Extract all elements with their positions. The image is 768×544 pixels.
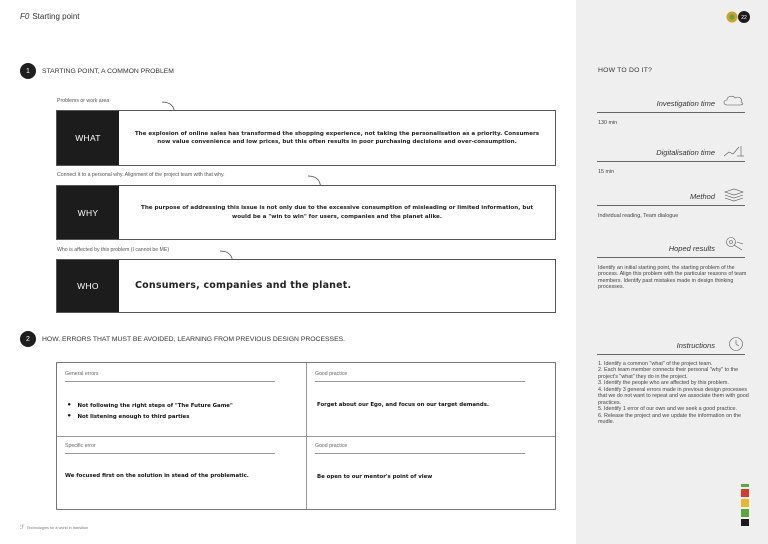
chart-icon (723, 144, 745, 158)
specific-error-text: We focused first on the solution in stead of the problematic. (65, 473, 249, 479)
sidebar-title: HOW TO DO IT? (598, 67, 653, 74)
digitalisation-title: Digitalisation time (656, 148, 715, 157)
what-caption: Problems or work area (57, 98, 110, 104)
grid-divider (57, 436, 555, 437)
investigation-item (597, 99, 745, 113)
item-underline (597, 161, 745, 162)
footer-logo-icon: ℱ (20, 525, 25, 531)
instruction-step: 2. Each team member connects their personal "why" to the project's "what" they do in the project. (598, 367, 739, 380)
page-number: 22 (741, 15, 747, 21)
what-row (56, 110, 556, 166)
target-icon (723, 236, 745, 252)
brand-logo (741, 484, 749, 526)
stack-icon (723, 188, 745, 202)
cell-underline (65, 453, 275, 454)
digitalisation-value: 15 min (598, 169, 615, 175)
item-underline (597, 354, 745, 355)
method-title: Method (689, 192, 715, 201)
instructions-item (597, 341, 745, 355)
what-text: The explosion of online sales has transformed the shopping experience, not taking the personalisation as a priority. Consumers now value convenience and low prices, but this often results in poor purchasing decisions and over-consumption. (134, 130, 540, 145)
who-caption: Who is affected by this problem (I cannot be ME) (57, 247, 170, 253)
good-practice-text: Be open to our mentor's point of view (317, 474, 433, 480)
footer-label: Technologies for a world in transition (26, 526, 89, 530)
general-errors-caption: General errors (65, 371, 99, 377)
instruction-step: 1. Identify a common "what" of the project team. (598, 361, 713, 367)
instruction-step: 4. Identify 3 general errors made in previous design processes that we do not want to repeat and we associate them with good practices. (598, 386, 749, 406)
who-text: Consumers, companies and the planet. (135, 279, 352, 291)
page-code: F0 (20, 12, 30, 21)
specific-error-caption: Specific error (65, 443, 96, 449)
general-errors-list (67, 401, 233, 423)
investigation-title: Investigation time (656, 99, 715, 108)
section1-header (20, 63, 174, 79)
item-underline (597, 205, 745, 206)
why-label: WHY (57, 186, 119, 239)
section2-header (20, 331, 345, 347)
good-practice-text: Forget about our Ego, and focus on our target demands. (317, 402, 489, 408)
good-practice-caption: Good practice (315, 371, 348, 377)
page-badge (726, 10, 752, 24)
instructions-title: Instructions (676, 341, 715, 350)
what-label: WHAT (57, 111, 119, 165)
why-caption: Connect it to a personal why. Alignment of the project team with that why. (57, 172, 225, 178)
hoped-results-title: Hoped results (668, 244, 715, 253)
item-underline (597, 257, 745, 258)
why-text: The purpose of addressing this issue is not only due to the excessive consumption of misleading or limited information, but would be a "win to win" for users, companies and the planet alike. (141, 205, 533, 220)
clock-icon (727, 336, 745, 352)
cell-underline (65, 381, 275, 382)
good-practice-caption: Good practice (315, 443, 348, 449)
cloud-icon (723, 95, 745, 107)
list-item: • Not following the right steps of "The Future Game" (67, 401, 233, 409)
footer-text (20, 524, 88, 531)
who-label: WHO (57, 260, 119, 312)
section1-number: 1 (20, 63, 36, 79)
section2-number: 2 (20, 331, 36, 347)
item-underline (597, 112, 745, 113)
method-item (597, 192, 745, 206)
cell-underline (315, 381, 525, 382)
instruction-step: 5. Identify 1 error of our own and we seek a good practice. (598, 406, 738, 413)
list-item: • Not listening enough to third parties (67, 412, 233, 420)
instruction-step: 3. Identify the people who are affected by this problem. (598, 380, 729, 387)
instructions-list (598, 361, 750, 426)
page-title-text: Starting point (32, 12, 80, 21)
page-title (20, 12, 79, 21)
digitalisation-item (597, 148, 745, 162)
section2-title: HOW. ERRORS THAT MUST BE AVOIDED, LEARNING FROM PREVIOUS DESIGN PROCESSES. (42, 335, 346, 343)
why-row (56, 185, 556, 240)
errors-grid (56, 362, 556, 510)
hoped-results-value: Identify an initial starting point, the starting problem of the process. Align this problem with the particular reasons of team members. Identify past mistakes made in design thinking processes. (598, 265, 747, 291)
instruction-step: 6. Release the project and we update the information on the mudle. (598, 412, 741, 426)
who-row (56, 259, 556, 313)
section1-title: STARTING POINT, A COMMON PROBLEM (42, 67, 174, 75)
investigation-value: 130 min (598, 120, 618, 126)
method-value: Individual reading, Team dialogue (598, 213, 679, 219)
hoped-results-item (597, 244, 745, 258)
cell-underline (315, 453, 525, 454)
